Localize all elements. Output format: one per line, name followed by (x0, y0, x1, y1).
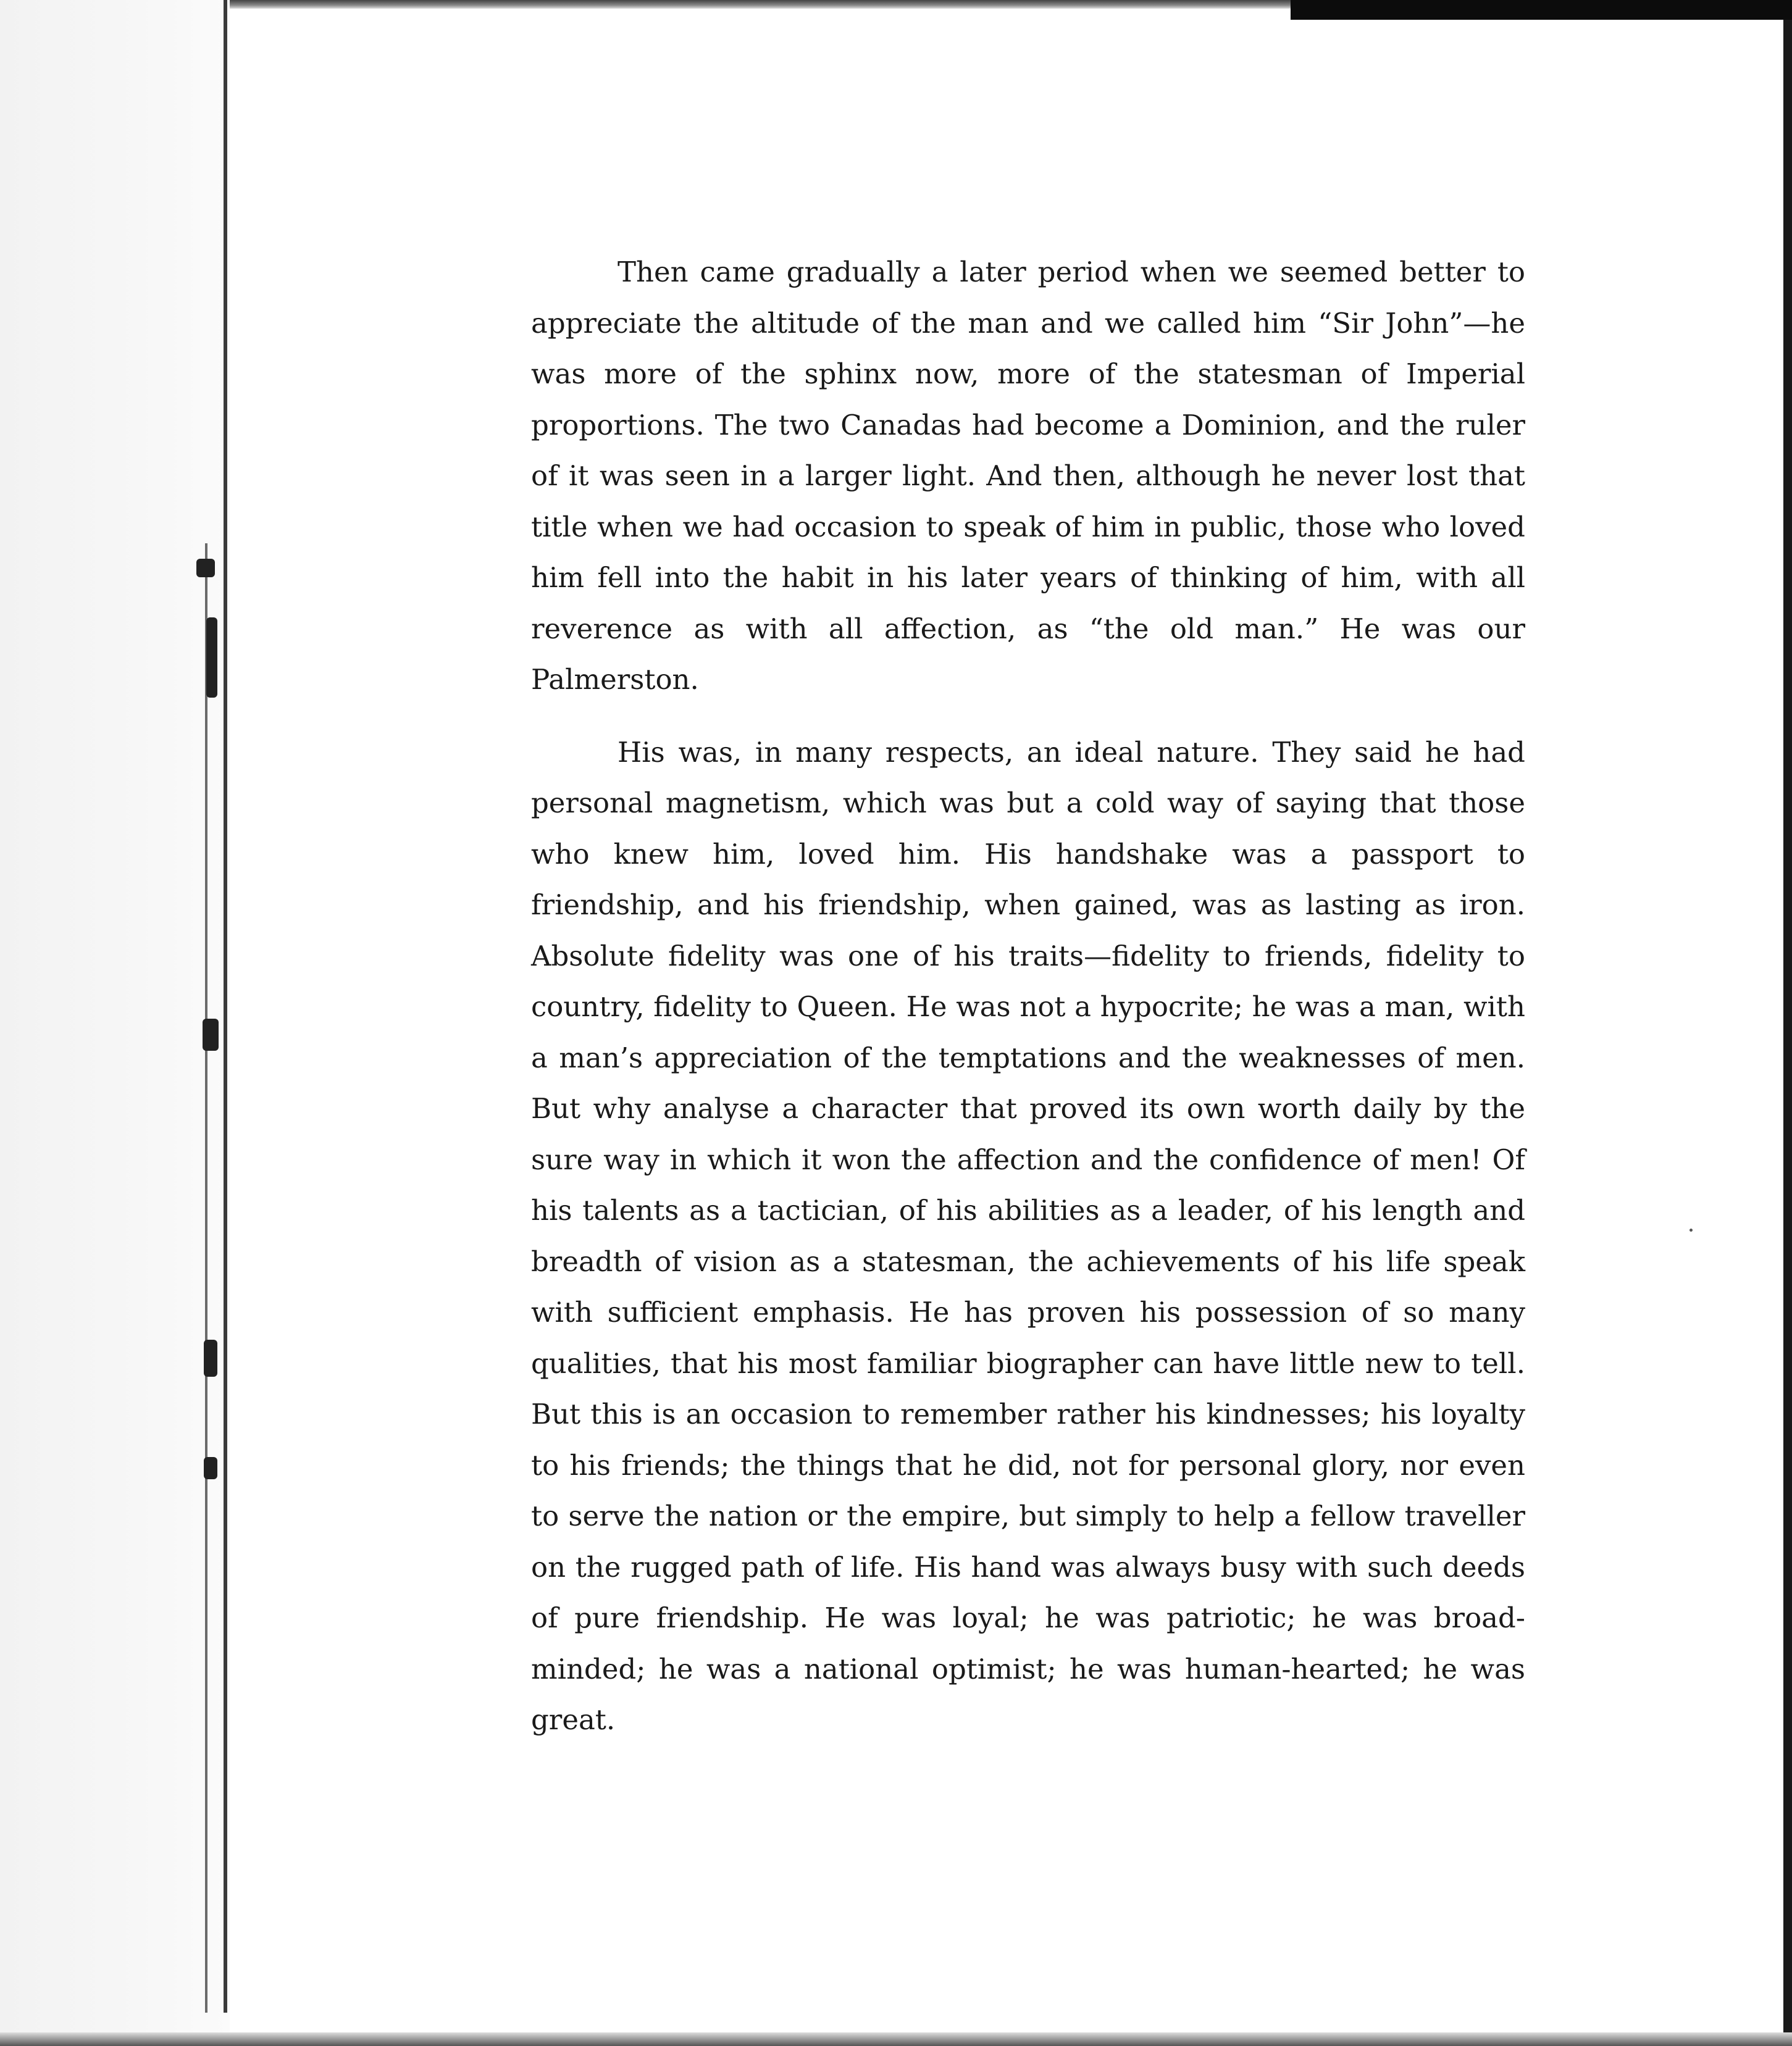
scan-border-bottom (0, 2032, 1792, 2046)
binding-edge-line (224, 0, 227, 2013)
binding-mark (204, 1457, 217, 1479)
binding-mark (206, 617, 217, 698)
page-top-edge (230, 0, 1292, 9)
document-body (531, 247, 1525, 1746)
paragraph: Then came gradually a later period when we seemed better to appreciate the altitude of the man and we called him “Sir John”—he was more of the sphinx now, more of the statesman of Imperial proportions. The two Canadas had become a Dominion, and the ruler of it was seen in a larger light. And then, although he never lost that title when we had occasion to speak of him in public, those who loved him fell into the habit in his later years of thinking of him, with all reverence as with all affection, as “the old man.” He was our Palmerston. (531, 256, 1525, 696)
binding-mark (203, 1019, 219, 1051)
scan-speck (1689, 1229, 1693, 1232)
scan-border-right (1783, 20, 1792, 2046)
page-binding (0, 0, 230, 2046)
binding-thread-line (205, 543, 207, 2013)
binding-mark (204, 1340, 217, 1377)
paragraph: His was, in many respects, an ideal nature. They said he had personal magnetism, which was but a cold way of saying that those who knew him, loved him. His handshake was a passport to friendship, and his friendship, when gained, was as lasting as iron. Absolute fidelity was one of his traits—fidelity to friends, fidelity to country, fidelity to Queen. He was not a hypocrite; he was a man, with a man’s appreciation of the temptations and the weaknesses of men. But why analyse a character that proved its own worth daily by the sure way in which it won the affection and the confidence of men! Of his talents as a tactician, of his abilities as a leader, of his length and breadth of vision as a statesman, the achievements of his life speak with sufficient emphasis. He has proven his possession of so many qualities, that his most familiar biographer can have little new to tell. But this is an occasion to remember rather his kindnesses; his loyalty to his friends; the things that he did, not for personal glory, nor even to serve the nation or the empire, but simply to help a fellow traveller on the rugged path of life. His hand was always busy with such deeds of pure friendship. He was loyal; he was patriotic; he was broad-minded; he was a national optimist; he was human-hearted; he was great. (531, 735, 1525, 1736)
binding-mark (196, 559, 215, 577)
scan-border-dark (1291, 0, 1792, 20)
